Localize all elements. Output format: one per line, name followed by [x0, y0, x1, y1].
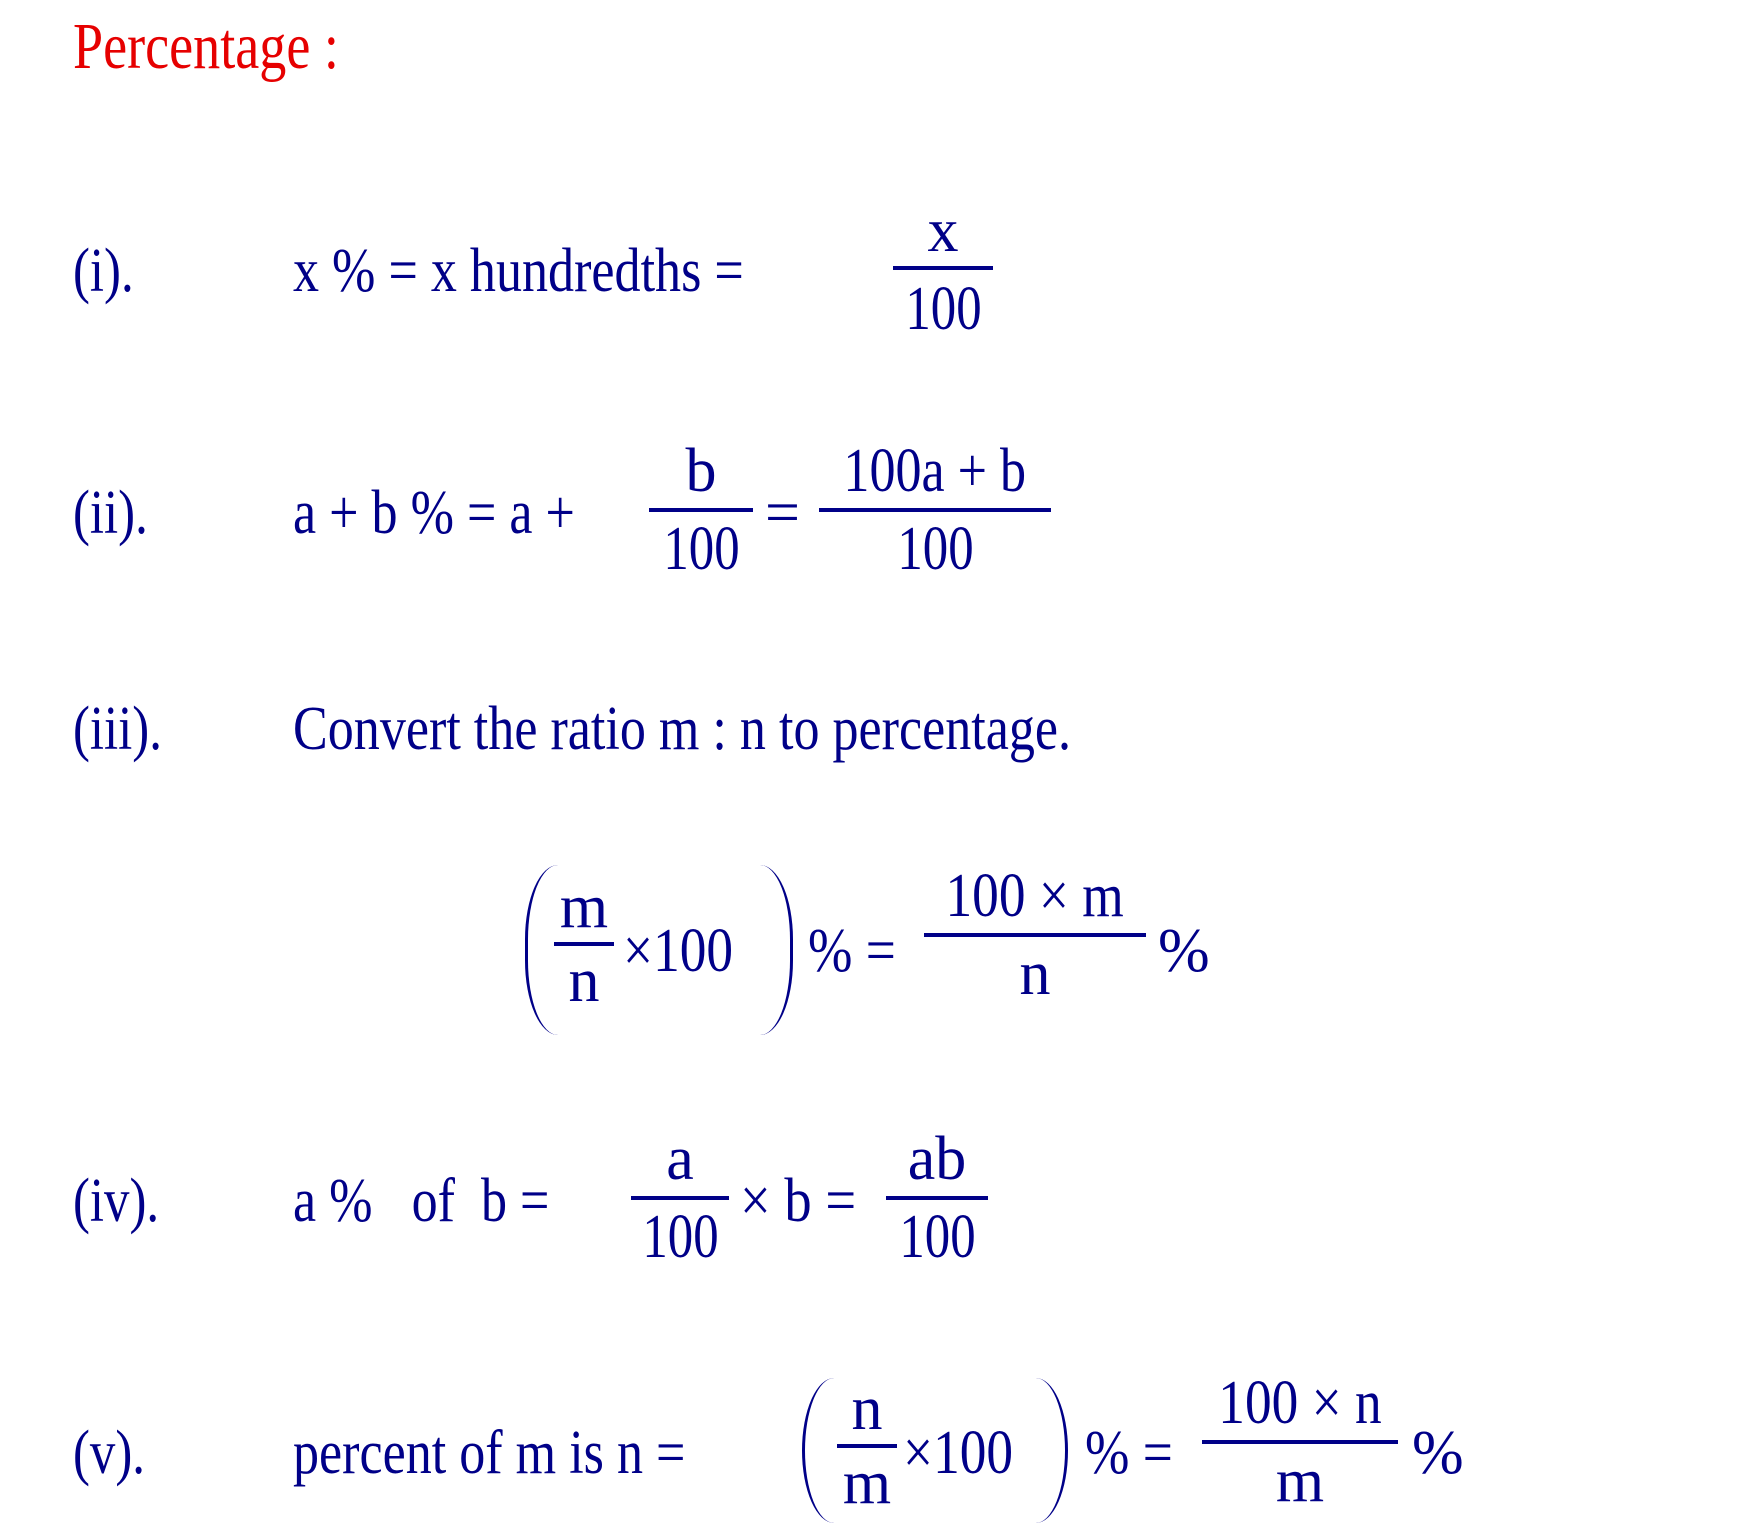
times-100: ×100 [903, 1419, 1014, 1487]
fraction-bar [649, 508, 753, 512]
fraction: b 100 [645, 440, 757, 580]
left-paren [802, 1378, 835, 1523]
times-100: ×100 [623, 917, 734, 985]
percent-sign: % [1412, 1419, 1464, 1487]
fraction: n m [832, 1378, 902, 1514]
right-paren [1035, 1378, 1068, 1523]
fraction: ab 100 [885, 1128, 989, 1268]
instruction-text: Convert the ratio m : n to percentage. [293, 695, 1072, 763]
page-title-text: Percentage : [73, 10, 339, 83]
fraction: 100 × m n [922, 865, 1148, 1005]
fraction-bar [893, 266, 993, 270]
fraction: 100a + b 100 [815, 440, 1055, 580]
item-label: (iii). [73, 695, 162, 763]
fraction-bar [1202, 1440, 1398, 1444]
item-label: (ii). [73, 479, 148, 547]
right-paren [760, 865, 793, 1035]
times-b-equals: × b = [740, 1167, 857, 1235]
item-label: (iv). [73, 1167, 160, 1235]
formula-lhs: percent of m is n = [293, 1419, 686, 1487]
formula-lhs: x % = x hundredths = [293, 237, 744, 305]
percent-sign: % [1158, 917, 1210, 985]
fraction: 100 × n m [1200, 1372, 1400, 1512]
fraction: x 100 [888, 200, 998, 340]
formula-lhs: a % of b = [293, 1167, 550, 1235]
item-label: (v). [73, 1419, 145, 1487]
equals-sign: = [765, 479, 800, 547]
fraction-bar [819, 508, 1051, 512]
fraction-bar [886, 1196, 988, 1200]
item-label: (i). [73, 237, 134, 305]
fraction: a 100 [630, 1128, 730, 1268]
fraction-bar [631, 1196, 729, 1200]
percent-equals: % = [1085, 1419, 1173, 1487]
fraction-bar [554, 942, 614, 946]
page-title [73, 10, 397, 83]
fraction-bar [837, 1444, 897, 1448]
formula-lhs: a + b % = a + [293, 479, 575, 547]
fraction: m n [552, 876, 616, 1012]
fraction-bar [924, 933, 1146, 937]
percent-equals: % = [808, 917, 896, 985]
